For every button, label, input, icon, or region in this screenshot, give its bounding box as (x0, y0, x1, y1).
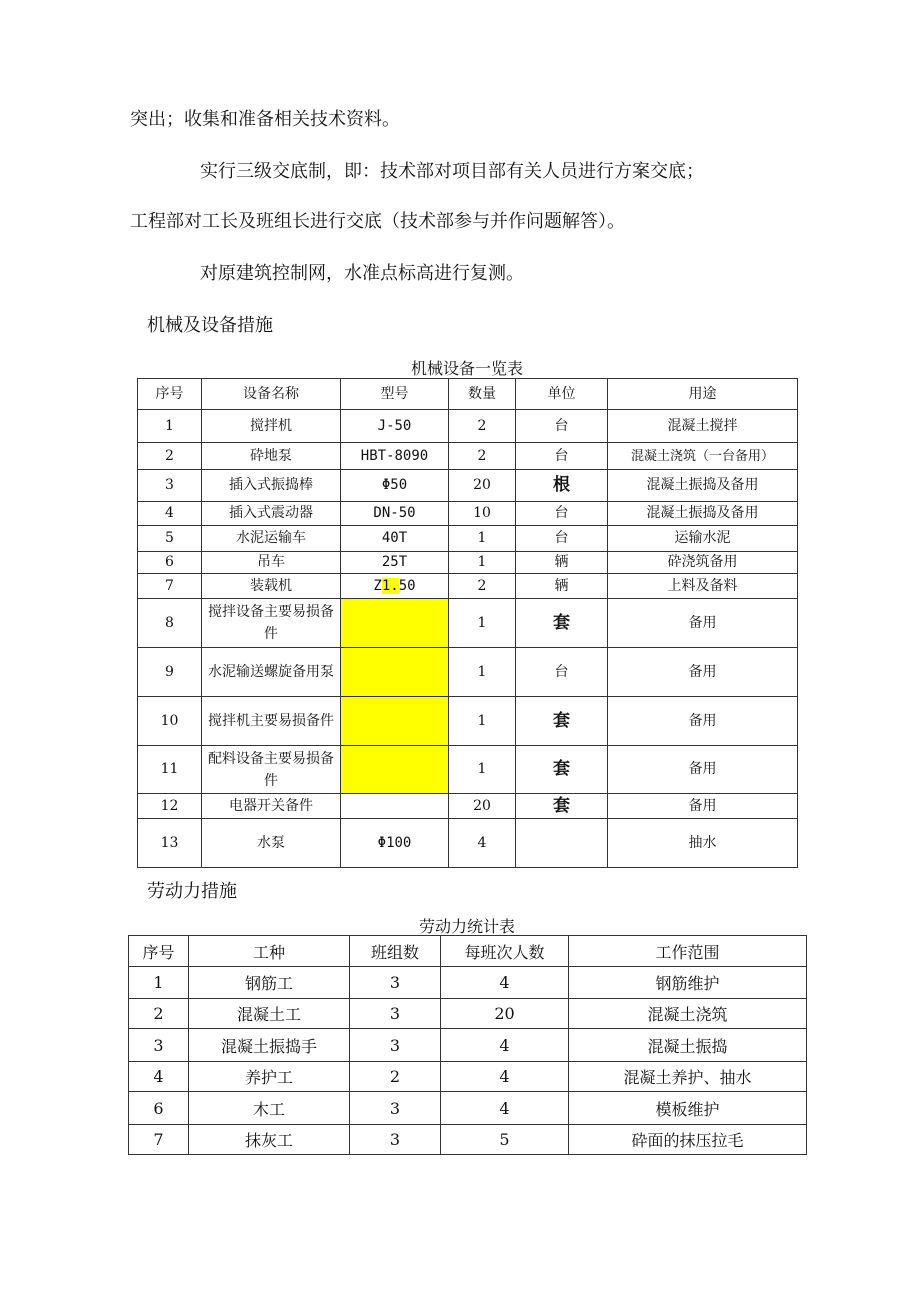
equipment-qty: 10 (449, 502, 516, 526)
labor-per-shift: 4 (441, 1092, 569, 1125)
header-cell: 单位 (516, 379, 608, 410)
table-row (138, 470, 798, 502)
equipment-use: 上料及备料 (608, 574, 798, 599)
header-cell: 班组数 (350, 936, 441, 967)
equipment-name: 砕地泵 (202, 443, 341, 470)
equipment-qty: 20 (449, 794, 516, 819)
equipment-use: 抽水 (608, 819, 798, 868)
row-number: 11 (138, 746, 202, 794)
equipment-qty: 1 (449, 746, 516, 794)
labor-scope: 砕面的抹压拉毛 (569, 1125, 807, 1155)
labor-per-shift: 4 (441, 967, 569, 999)
labor-type: 混凝土工 (189, 999, 350, 1029)
equipment-name-text: 搅拌机主要易损备件 (208, 713, 334, 729)
section-heading-labor: 劳动力措施 (147, 881, 237, 902)
paragraph-2-line-2: 工程部对工长及班组长进行交底（技术部参与并作问题解答）。 (130, 211, 625, 232)
equipment-unit: 套 (516, 794, 608, 819)
equipment-unit (516, 819, 608, 868)
equipment-unit: 台 (516, 410, 608, 443)
table-row (138, 697, 798, 746)
table-row (129, 967, 807, 999)
header-cell: 设备名称 (202, 379, 341, 410)
labor-groups: 3 (350, 967, 441, 999)
equipment-model (341, 746, 449, 794)
row-number: 7 (129, 1125, 189, 1155)
table-row (138, 648, 798, 697)
equipment-name: 插入式震动器 (202, 502, 341, 526)
labor-scope: 模板维护 (569, 1092, 807, 1125)
equipment-qty: 1 (449, 552, 516, 574)
row-number: 2 (138, 443, 202, 470)
header-cell: 每班次人数 (441, 936, 569, 967)
labor-groups: 3 (350, 1092, 441, 1125)
table-row (129, 1029, 807, 1062)
table-row (138, 746, 798, 794)
equipment-use: 备用 (608, 697, 798, 746)
equipment-name: 水泵 (202, 819, 341, 868)
equipment-name: 搅拌机 (202, 410, 341, 443)
table-row (138, 552, 798, 574)
equipment-model: DN-50 (341, 502, 449, 526)
paragraph-2-line-1: 实行三级交底制，即：技术部对项目部有关人员进行方案交底； (200, 161, 704, 182)
row-number: 2 (129, 999, 189, 1029)
labor-type: 养护工 (189, 1062, 350, 1092)
row-number: 9 (138, 648, 202, 697)
table-header-row (138, 379, 798, 410)
equipment-name (202, 697, 341, 746)
paragraph-3: 对原建筑控制网，水准点标高进行复测。 (200, 263, 524, 284)
labor-scope: 钢筋维护 (569, 967, 807, 999)
section-heading-equipment: 机械及设备措施 (147, 315, 273, 336)
equipment-table (137, 378, 798, 868)
equipment-use: 砕浇筑备用 (608, 552, 798, 574)
table-row (138, 574, 798, 599)
labor-table (128, 935, 807, 1155)
equipment-qty: 1 (449, 648, 516, 697)
model-part: 50 (398, 577, 416, 594)
equipment-unit: 台 (516, 526, 608, 552)
header-cell: 数量 (449, 379, 516, 410)
equipment-unit: 台 (516, 648, 608, 697)
equipment-unit: 套 (516, 697, 608, 746)
row-number: 4 (138, 502, 202, 526)
paragraph-1: 突出；收集和准备相关技术资料。 (130, 109, 400, 130)
equipment-unit: 套 (516, 599, 608, 648)
equipment-unit: 台 (516, 443, 608, 470)
equipment-qty: 2 (449, 443, 516, 470)
row-number: 3 (129, 1029, 189, 1062)
equipment-model: 40T (341, 526, 449, 552)
equipment-use: 备用 (608, 648, 798, 697)
row-number: 4 (129, 1062, 189, 1092)
equipment-unit: 辆 (516, 552, 608, 574)
equipment-name (202, 746, 341, 794)
header-cell: 型号 (341, 379, 449, 410)
equipment-model (341, 599, 449, 648)
equipment-model: Φ50 (341, 470, 449, 502)
table-row (138, 410, 798, 443)
equipment-qty: 1 (449, 526, 516, 552)
equipment-qty: 1 (449, 599, 516, 648)
equipment-model: 25T (341, 552, 449, 574)
header-cell: 工作范围 (569, 936, 807, 967)
equipment-unit: 套 (516, 746, 608, 794)
equipment-model: HBT-8090 (341, 443, 449, 470)
labor-per-shift: 20 (441, 999, 569, 1029)
equipment-model (341, 697, 449, 746)
equipment-unit: 台 (516, 502, 608, 526)
equipment-name: 插入式振捣棒 (202, 470, 341, 502)
equipment-use: 备用 (608, 599, 798, 648)
table-row (138, 819, 798, 868)
equipment-model (341, 794, 449, 819)
table-row (129, 1125, 807, 1155)
labor-groups: 2 (350, 1062, 441, 1092)
labor-type: 钢筋工 (189, 967, 350, 999)
equipment-model: J-50 (341, 410, 449, 443)
equipment-name: 吊车 (202, 552, 341, 574)
labor-per-shift: 4 (441, 1029, 569, 1062)
table-row (138, 599, 798, 648)
labor-per-shift: 4 (441, 1062, 569, 1092)
table-row (129, 999, 807, 1029)
labor-groups: 3 (350, 1125, 441, 1155)
row-number: 1 (129, 967, 189, 999)
table-header-row (129, 936, 807, 967)
equipment-name: 电器开关备件 (202, 794, 341, 819)
equipment-use: 备用 (608, 794, 798, 819)
equipment-name-text: 搅拌设备主要易损备件 (208, 604, 334, 642)
header-cell: 序号 (129, 936, 189, 967)
equipment-use: 备用 (608, 746, 798, 794)
labor-groups: 3 (350, 1029, 441, 1062)
equipment-use: 运输水泥 (608, 526, 798, 552)
row-number: 3 (138, 470, 202, 502)
row-number: 1 (138, 410, 202, 443)
highlighted-text: 1. (381, 577, 399, 594)
equipment-model (341, 574, 449, 599)
equipment-qty: 2 (449, 410, 516, 443)
equipment-qty: 4 (449, 819, 516, 868)
equipment-unit: 根 (516, 470, 608, 502)
row-number: 12 (138, 794, 202, 819)
equipment-use: 混凝土浇筑（一台备用） (608, 443, 798, 470)
equipment-use: 混凝土振捣及备用 (608, 470, 798, 502)
table-caption-labor: 劳动力统计表 (418, 917, 515, 936)
labor-type: 抹灰工 (189, 1125, 350, 1155)
row-number: 7 (138, 574, 202, 599)
table-row (129, 1062, 807, 1092)
equipment-model: Φ100 (341, 819, 449, 868)
equipment-name (202, 648, 341, 697)
labor-groups: 3 (350, 999, 441, 1029)
row-number: 6 (138, 552, 202, 574)
labor-scope: 混凝土浇筑 (569, 999, 807, 1029)
equipment-name (202, 599, 341, 648)
equipment-name: 装载机 (202, 574, 341, 599)
header-cell: 用途 (608, 379, 798, 410)
table-row (138, 502, 798, 526)
labor-scope: 混凝土养护、抽水 (569, 1062, 807, 1092)
table-caption-equipment: 机械设备一览表 (410, 359, 523, 378)
labor-scope: 混凝土振捣 (569, 1029, 807, 1062)
table-row (129, 1092, 807, 1125)
row-number: 5 (138, 526, 202, 552)
labor-per-shift: 5 (441, 1125, 569, 1155)
labor-type: 木工 (189, 1092, 350, 1125)
table-row (138, 794, 798, 819)
equipment-qty: 2 (449, 574, 516, 599)
labor-type: 混凝土振捣手 (189, 1029, 350, 1062)
equipment-qty: 20 (449, 470, 516, 502)
header-cell: 序号 (138, 379, 202, 410)
equipment-use: 混凝土振捣及备用 (608, 502, 798, 526)
model-part: Z (373, 577, 382, 594)
equipment-name-text: 水泥输送螺旋备用泵 (208, 664, 334, 680)
equipment-model (341, 648, 449, 697)
equipment-name-text: 配料设备主要易损备件 (208, 750, 334, 789)
header-cell: 工种 (189, 936, 350, 967)
table-row (138, 526, 798, 552)
row-number: 8 (138, 599, 202, 648)
row-number: 13 (138, 819, 202, 868)
equipment-unit: 辆 (516, 574, 608, 599)
table-row (138, 443, 798, 470)
equipment-name: 水泥运输车 (202, 526, 341, 552)
equipment-qty: 1 (449, 697, 516, 746)
row-number: 6 (129, 1092, 189, 1125)
equipment-use: 混凝土搅拌 (608, 410, 798, 443)
row-number: 10 (138, 697, 202, 746)
